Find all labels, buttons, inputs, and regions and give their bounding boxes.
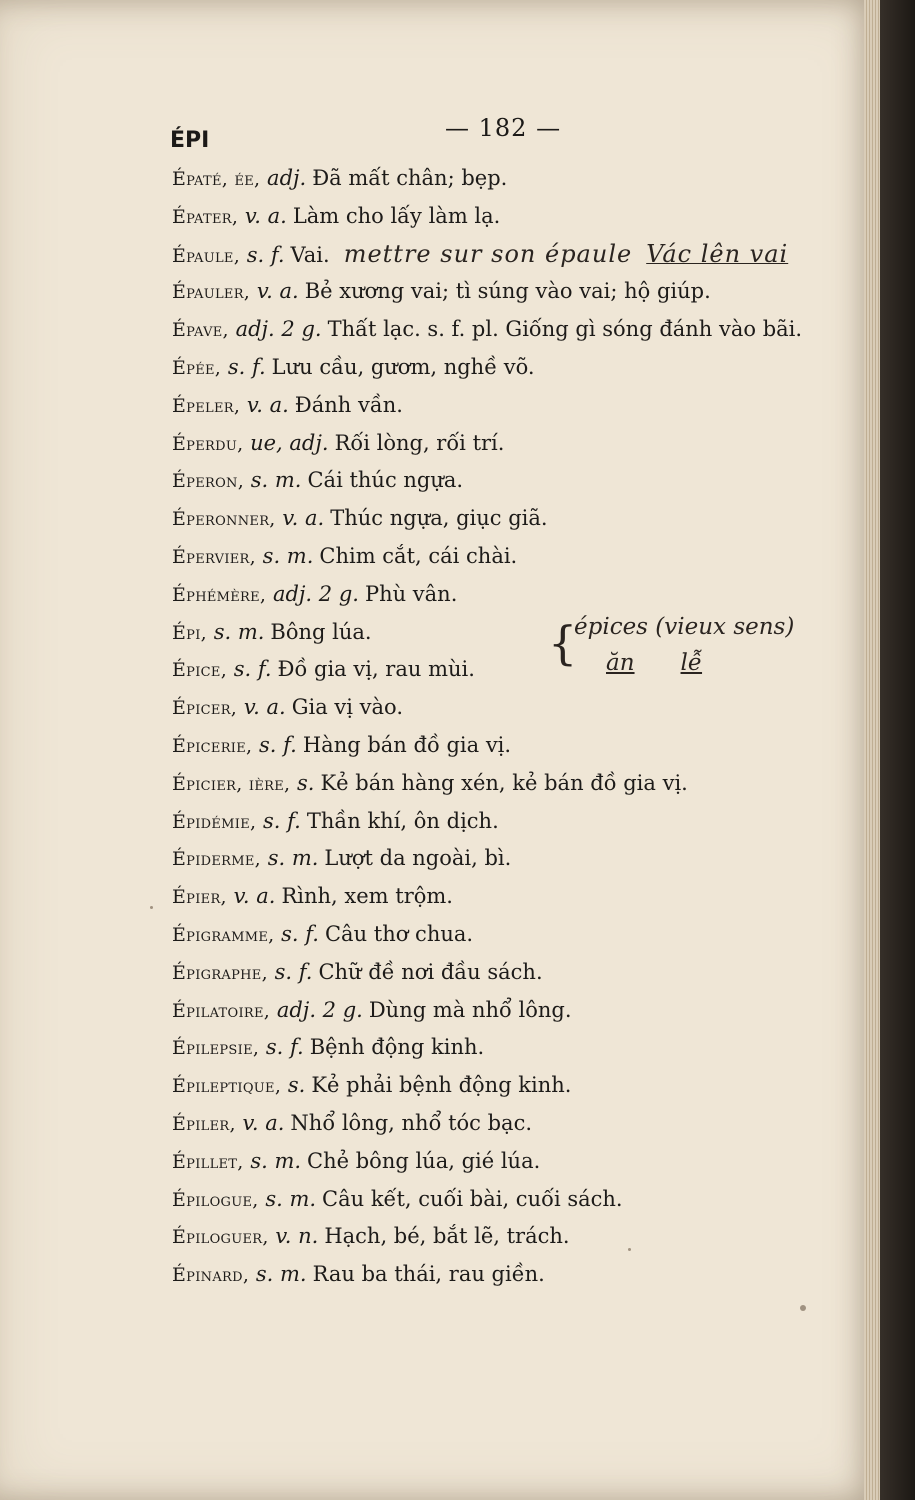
entry-headword: Épilogue,	[172, 1188, 259, 1211]
entry-headword: Épier,	[172, 886, 227, 909]
entry-headword: Épicerie,	[172, 734, 253, 757]
entry-headword: Épater,	[172, 205, 239, 228]
entry	[172, 500, 862, 538]
entry-grammar: v. a.	[243, 695, 286, 720]
entry-grammar: v. n.	[275, 1224, 319, 1249]
entry-grammar: v. a.	[233, 884, 276, 909]
entry-grammar: s.	[297, 770, 315, 795]
entry-definition: Đồ gia vị, rau mùi.	[277, 657, 475, 682]
entry	[172, 1067, 862, 1105]
entry-grammar: s. m.	[262, 543, 314, 568]
entry-definition: Phù vân.	[364, 581, 458, 606]
entry-definition: Kẻ bán hàng xén, kẻ bán đồ gia vị.	[320, 770, 688, 795]
entry-headword: Épi,	[172, 621, 207, 644]
entry-grammar: s. f.	[274, 959, 313, 984]
entry-definition: Thất lạc. s. f. pl. Giống gì sóng đánh vào bãi.	[327, 317, 803, 342]
entry	[172, 538, 862, 576]
entry-headword: Épiloguer,	[172, 1226, 269, 1249]
paper-speck	[800, 1305, 806, 1311]
entry-headword: Éperon,	[172, 470, 245, 493]
entry-definition: Vai.	[290, 242, 330, 267]
entry-definition: Đã mất chân; bẹp.	[312, 166, 508, 190]
entry-grammar: v. a.	[242, 1110, 285, 1135]
paper-speck	[150, 906, 153, 909]
entry	[172, 689, 862, 727]
entry	[172, 727, 862, 765]
entry	[172, 311, 862, 349]
entry	[172, 1105, 862, 1143]
entry-grammar: s.	[287, 1073, 306, 1098]
entry-headword: Épave,	[172, 319, 229, 342]
entry-headword: Éperdu,	[172, 432, 244, 455]
handwritten-translation: Vác lên vai	[646, 239, 789, 268]
entry-grammar: v. a.	[256, 279, 299, 304]
entry-grammar: v. a.	[244, 203, 287, 228]
entry-headword: Épiderme,	[172, 848, 261, 871]
entry-grammar: s. m.	[267, 846, 319, 871]
entry-grammar: adj.	[267, 166, 307, 190]
entry-headword: Épilepsie,	[172, 1037, 260, 1060]
entry-headword: Épauler,	[172, 281, 251, 304]
entry	[172, 878, 862, 916]
entry-grammar: s. m.	[250, 468, 302, 493]
handwritten-word: ăn	[606, 650, 635, 676]
entry-grammar: s. f.	[281, 921, 319, 946]
entry-grammar: s. m.	[265, 1186, 317, 1211]
entry-definition: Lưu cầu, gươm, nghề võ.	[271, 354, 535, 379]
entry	[172, 765, 862, 803]
handwritten-note: mettre sur son épaule	[343, 239, 633, 268]
entry-definition: Bẻ xương vai; tì súng vào vai; hộ giúp.	[304, 279, 711, 304]
handwritten-note-line: épices (vieux sens)	[574, 614, 795, 640]
page-edge	[864, 0, 880, 1500]
brace-mark: {	[548, 616, 578, 670]
entry-headword: Épeler,	[172, 394, 241, 417]
book-spine	[875, 0, 915, 1500]
entry	[172, 992, 862, 1030]
entry-list	[172, 160, 862, 1294]
entry	[172, 1218, 862, 1256]
entry-headword: Épée,	[172, 356, 222, 379]
entry	[172, 576, 862, 614]
entry-definition: Kẻ phải bệnh động kinh.	[311, 1073, 572, 1098]
entry-headword: Éperonner,	[172, 508, 276, 531]
entry-definition: Thúc ngựa, giục giã.	[330, 506, 548, 531]
entry	[172, 160, 862, 198]
entry-grammar: s. f.	[227, 354, 266, 379]
entry-definition: Câu thơ chua.	[324, 921, 474, 946]
entry	[172, 1256, 862, 1294]
entry	[172, 916, 862, 954]
entry-headword: Épiler,	[172, 1112, 236, 1135]
entry-definition: Cái thúc ngựa.	[307, 468, 464, 493]
entry-headword: Épicier, ière,	[172, 772, 291, 795]
entry-grammar: s. m.	[255, 1262, 307, 1287]
entry-definition: Rối lòng, rối trí.	[334, 430, 505, 455]
entry-grammar: s. f.	[265, 1035, 304, 1060]
entry-grammar: v. a.	[282, 506, 325, 531]
entry-definition: Gia vị vào.	[291, 695, 404, 720]
entry	[172, 387, 862, 425]
entry-definition: Hạch, bé, bắt lẽ, trách.	[324, 1224, 570, 1249]
entry	[172, 1143, 862, 1181]
entry-grammar: s. m.	[250, 1148, 302, 1173]
entry	[172, 425, 862, 463]
entry-grammar: s. m.	[213, 619, 265, 644]
entry-headword: Épidémie,	[172, 810, 257, 833]
entry-headword: Épigramme,	[172, 923, 275, 946]
entry-grammar: v. a.	[246, 392, 289, 417]
entry-definition: Dùng mà nhổ lông.	[368, 997, 572, 1022]
entry-definition: Đánh vần.	[294, 392, 403, 417]
handwritten-epice-note	[548, 612, 838, 692]
handwritten-note-words	[606, 650, 748, 676]
entry-definition: Chẻ bông lúa, gié lúa.	[307, 1148, 541, 1173]
entry	[172, 803, 862, 841]
entry	[172, 954, 862, 992]
entry-grammar: adj. 2 g.	[235, 317, 322, 342]
entry-headword: Épervier,	[172, 545, 256, 568]
entry-grammar: s. f.	[259, 732, 297, 757]
entry-grammar: adj. 2 g.	[272, 581, 359, 606]
entry-headword: Épilatoire,	[172, 999, 271, 1022]
entry-definition: Chim cắt, cái chài.	[319, 543, 518, 568]
running-head: ÉPI	[170, 128, 210, 153]
entry	[172, 236, 862, 274]
entry-headword: Épinard,	[172, 1264, 250, 1287]
entry-headword: Épaté, ée,	[172, 168, 261, 190]
entry-definition: Hàng bán đồ gia vị.	[302, 732, 512, 757]
entry-definition: Câu kết, cuối bài, cuối sách.	[322, 1186, 623, 1211]
entry-headword: Épigraphe,	[172, 961, 268, 984]
entry	[172, 840, 862, 878]
entry-grammar: ue, adj.	[250, 430, 329, 455]
entry-definition: Lượt da ngoài, bì.	[324, 846, 512, 871]
entry-headword: Épillet,	[172, 1150, 244, 1173]
entry	[172, 1181, 862, 1219]
entry-grammar: s. f.	[263, 808, 301, 833]
entry-headword: Épaule,	[172, 244, 241, 267]
entry-grammar: adj. 2 g.	[276, 997, 363, 1022]
entry-headword: Épileptique,	[172, 1075, 282, 1098]
entry-definition: Làm cho lấy làm lạ.	[292, 203, 501, 228]
entry-definition: Thần khí, ôn dịch.	[306, 808, 499, 833]
entry-headword: Épicer,	[172, 697, 238, 720]
entry-definition: Bệnh động kinh.	[309, 1035, 485, 1060]
entry-headword: Éphémère,	[172, 583, 267, 606]
entry-definition: Bông lúa.	[270, 619, 372, 644]
entry-grammar: s. f.	[246, 242, 285, 267]
entry	[172, 462, 862, 500]
page-number: — 182 —	[445, 114, 562, 142]
entry	[172, 273, 862, 311]
entry	[172, 349, 862, 387]
entry-definition: Rình, xem trộm.	[281, 884, 453, 909]
entry-definition: Rau ba thái, rau giền.	[312, 1262, 545, 1287]
entry-definition: Chữ đề nơi đầu sách.	[318, 959, 543, 984]
entry-headword: Épice,	[172, 659, 228, 682]
entry-definition: Nhổ lông, nhổ tóc bạc.	[290, 1110, 533, 1135]
entry	[172, 1029, 862, 1067]
handwritten-word: lễ	[680, 650, 703, 676]
paper-speck	[628, 1248, 631, 1251]
entry	[172, 198, 862, 236]
entry-grammar: s. f.	[233, 657, 272, 682]
